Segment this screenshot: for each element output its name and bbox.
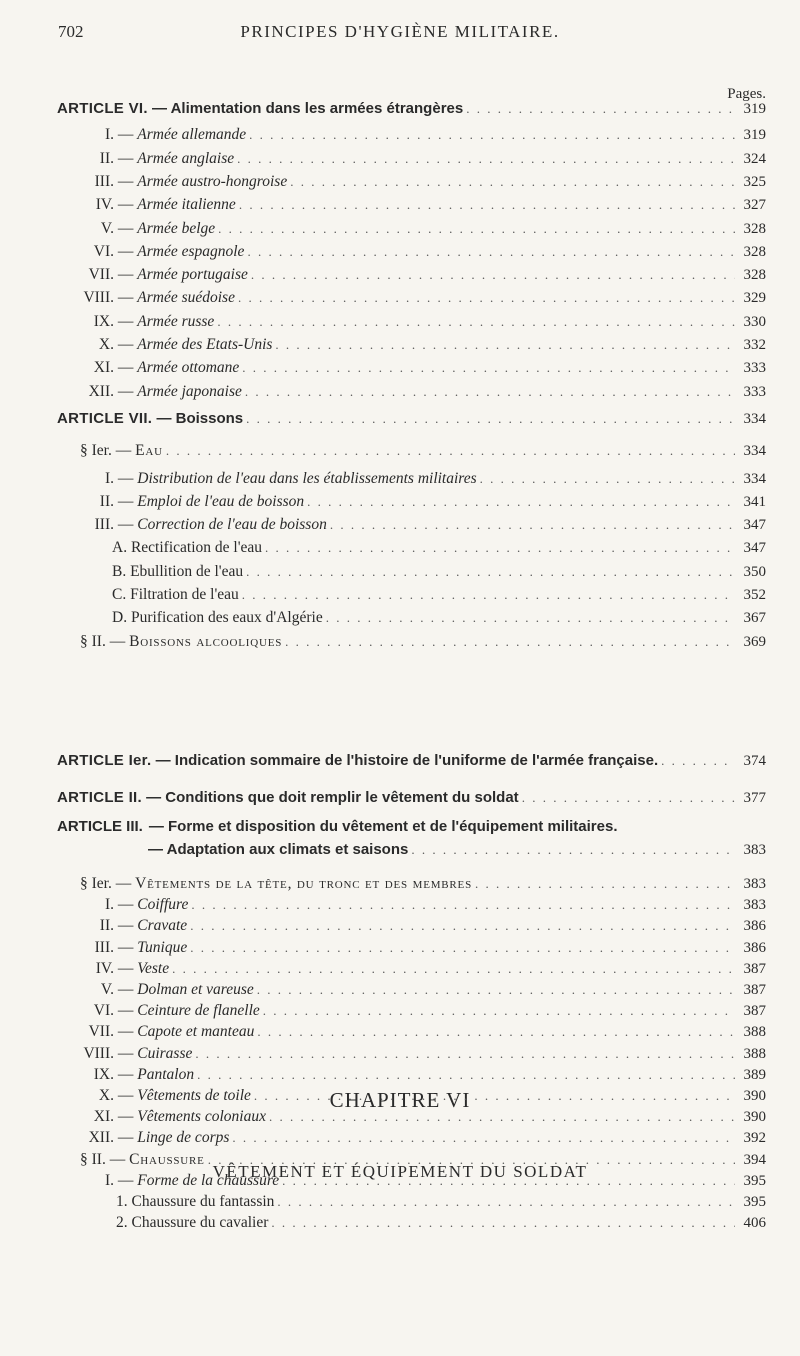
dot-leader [285, 634, 735, 650]
toc-entry-title: Chaussure du cavalier [131, 1214, 269, 1232]
toc-entry-title: Emploi de l'eau de boisson [137, 492, 305, 510]
chapter-title: CHAPITRE VI [329, 1088, 471, 1112]
toc-entry-number: A. [112, 539, 128, 557]
toc-entry [80, 383, 766, 405]
dot-leader [195, 1046, 735, 1062]
toc-entry-page: 333 [743, 360, 766, 377]
toc-entry-title: Distribution de l'eau dans les établissements militaires [137, 469, 477, 487]
toc-entry-label: XI. — Vêtements coloniaux [80, 1108, 266, 1126]
dot-leader [239, 197, 735, 213]
toc-entry-page: 347 [743, 517, 766, 534]
toc-entry-page: 334 [743, 470, 766, 487]
toc-entry-label: § Ier. — Vêtements de la tête, du tronc et des membres [80, 875, 472, 892]
toc-entry-page: 350 [743, 563, 766, 580]
toc-entry-number: I. [104, 896, 114, 914]
dot-leader [290, 174, 735, 190]
toc-entry [80, 960, 766, 982]
dot-leader [218, 221, 735, 237]
toc-entry [80, 1129, 766, 1151]
toc-entry-label: IV. — Armée italienne [80, 196, 236, 214]
toc-entry-page: 333 [743, 383, 766, 400]
dot-leader [269, 1109, 735, 1125]
dot-leader [246, 411, 735, 427]
toc-entry-number: XI. [93, 359, 114, 377]
dot-leader [242, 587, 735, 603]
toc-entry [80, 939, 766, 961]
toc-entry [80, 1045, 766, 1067]
dot-leader [217, 314, 735, 330]
toc-entry [116, 1214, 766, 1236]
toc-entry [80, 1002, 766, 1024]
toc-entry-label: I. — Distribution de l'eau dans les établissements militaires [80, 470, 477, 488]
toc-entry [80, 1087, 766, 1109]
chapter-subtitle: VÊTEMENT ET ÉQUIPEMENT DU SOLDAT [212, 1162, 588, 1181]
toc-entry-number: 1. [116, 1193, 128, 1210]
toc-entry [80, 1151, 766, 1173]
toc-entry-title: Vêtements de la tête, du tronc et des membres [135, 875, 472, 892]
toc-entry-page: 327 [743, 197, 766, 214]
toc-entry-title: Tunique [137, 938, 188, 956]
toc-entry [80, 173, 766, 195]
toc-entry-title: Armée espagnole [137, 242, 245, 260]
toc-entry-title: Armée allemande [137, 126, 247, 144]
dot-leader [263, 1003, 735, 1019]
toc-entry-number: VIII. [83, 289, 114, 307]
toc-entry-title: — Conditions que doit remplir le vêtement du soldat [146, 789, 519, 806]
dot-leader [522, 790, 735, 806]
toc-entry-page: 377 [743, 790, 766, 806]
toc-entry-number: I. [104, 469, 114, 487]
dot-leader [251, 267, 735, 283]
toc-entry-title: Filtration de l'eau [130, 586, 239, 603]
toc-entry-label: VI. — Armée espagnole [80, 243, 244, 261]
toc-entry [80, 1066, 766, 1088]
toc-entry-title: — Alimentation dans les armées étrangères [151, 100, 464, 117]
toc-entry [80, 470, 766, 492]
toc-entry-number: § Ier. [80, 442, 112, 460]
toc-entry-page: 332 [743, 337, 766, 353]
toc-entry-number: V. [100, 219, 114, 237]
toc-entry-number: ARTICLE VI. [57, 100, 148, 117]
dot-leader [257, 1024, 735, 1040]
toc-entry-page: 389 [743, 1066, 766, 1083]
toc-entry-number: IX. [93, 1065, 114, 1083]
toc-entry-title: Dolman et vareuse [137, 981, 254, 998]
toc-entry-number: II. [99, 149, 114, 167]
toc-entry-number: VI. [93, 1002, 114, 1020]
toc-entry [80, 1108, 766, 1130]
toc-entry-title: Veste [137, 959, 170, 977]
toc-entry [80, 266, 766, 288]
toc-entry-page: 328 [743, 243, 766, 260]
dot-leader [172, 961, 735, 977]
toc-entry-label: III. — Armée austro-hongroise [80, 173, 287, 191]
toc-entry-title: Armée italienne [137, 196, 236, 214]
dot-leader [238, 290, 735, 306]
toc-entry-page: 334 [743, 443, 766, 460]
dot-leader [307, 494, 735, 510]
toc-entry-page: 334 [743, 410, 766, 427]
toc-entry-page: 388 [743, 1024, 766, 1041]
toc-entry-label [112, 609, 323, 627]
toc-entry-page: 395 [743, 1172, 766, 1189]
toc-entry [112, 586, 766, 608]
dot-leader [191, 897, 735, 913]
toc-entry-label: I. — Forme de la chaussure [80, 1172, 279, 1190]
toc-entry-title: Armée anglaise [137, 149, 235, 167]
toc-entry-number: XII. [88, 1129, 114, 1147]
toc-entry-label [57, 752, 658, 769]
toc-entry-number: 2. [116, 1214, 128, 1232]
toc-entry-title: Ceinture de flanelle [137, 1002, 260, 1020]
dot-leader [166, 443, 735, 459]
pages-column-label: Pages. [727, 86, 766, 102]
toc-entry-number: ARTICLE VII. [57, 409, 153, 427]
toc-entry [80, 313, 766, 335]
toc-entry-number: B. [112, 562, 127, 580]
toc-entry-label: VI. — Ceinture de flanelle [80, 1002, 260, 1020]
toc-entry-page: 325 [743, 173, 766, 190]
toc-entry-label: III. — Correction de l'eau de boisson [80, 516, 327, 534]
toc-entry [57, 789, 766, 811]
toc-entry-title: Chaussure [129, 1150, 205, 1168]
toc-entry-label: IX. — Pantalon [80, 1066, 194, 1084]
dot-leader [208, 1152, 735, 1168]
toc-entry-page: 383 [743, 897, 766, 914]
dot-leader [249, 127, 735, 143]
toc-entry-number: X. [98, 336, 114, 353]
toc-entry-page: 387 [743, 982, 766, 998]
toc-entry [80, 493, 766, 515]
toc-entry-label [112, 539, 262, 557]
toc-entry-page: 395 [743, 1194, 766, 1210]
toc-entry-page: 369 [743, 633, 766, 650]
toc-entry-page: 319 [743, 127, 766, 144]
toc-entry [80, 896, 766, 918]
toc-entry-number: IX. [93, 312, 114, 330]
toc-entry [80, 359, 766, 381]
toc-entry-label [112, 563, 243, 581]
toc-entry [80, 196, 766, 218]
toc-entry [80, 633, 766, 655]
toc-entry-number: IV. [95, 196, 114, 214]
toc-entry-number: III. [94, 516, 114, 534]
toc-entry-label: — Adaptation aux climats et saisons [148, 841, 409, 858]
toc-entry-label: II. — Cravate [80, 917, 187, 935]
toc-entry-title: Linge de corps [137, 1129, 230, 1147]
toc-entry-title: Capote et manteau [137, 1023, 255, 1041]
running-title: PRINCIPES D'HYGIÈNE MILITAIRE. [240, 22, 560, 41]
dot-leader [271, 1215, 735, 1231]
toc-entry [80, 336, 766, 358]
toc-entry-number: C. [112, 586, 127, 603]
toc-entry [80, 516, 766, 538]
dot-leader [245, 384, 735, 400]
dot-leader [190, 918, 735, 934]
toc-entry [80, 289, 766, 311]
toc-entry-number: § II. [80, 1150, 106, 1168]
toc-entry-title: Eau [135, 442, 163, 460]
toc-entry-label: XII. — Linge de corps [80, 1129, 229, 1147]
toc-entry-page: 390 [743, 1088, 766, 1104]
toc-entry-page: 347 [743, 540, 766, 557]
toc-entry-label: IX. — Armée russe [80, 313, 214, 331]
toc-entry-page: 394 [743, 1151, 766, 1168]
toc-entry-label: X. — Vêtements de toile [80, 1087, 251, 1105]
toc-entry-label [116, 1193, 274, 1211]
toc-entry-title: — Indication sommaire de l'histoire de l'uniforme de l'armée française. [155, 752, 659, 769]
toc-entry-title: Vêtements de toile [137, 1087, 251, 1104]
toc-entry-label: VII. — Capote et manteau [80, 1023, 254, 1041]
toc-entry-label: XII. — Armée japonaise [80, 383, 242, 401]
toc-entry-title: Purification des eaux d'Algérie [130, 609, 323, 627]
toc-entry-number: ARTICLE Ier. [57, 752, 152, 769]
toc-entry-page: 328 [743, 267, 766, 284]
toc-entry-page: 390 [743, 1109, 766, 1126]
toc-entry-title: Forme de la chaussure [137, 1171, 280, 1189]
dot-leader [197, 1067, 735, 1083]
toc-entry-label: X. — Armée des Etats-Unis [80, 336, 272, 354]
toc-entry [80, 1023, 766, 1045]
toc-entry [57, 100, 766, 122]
toc-entry-number: IV. [95, 959, 114, 977]
toc-entry-label [116, 1214, 268, 1232]
toc-entry-number: III. [94, 938, 114, 956]
toc-entry-title: Ebullition de l'eau [130, 562, 244, 580]
toc-entry-title: Armée suédoise [137, 289, 235, 307]
toc-entry-label: § II. — Boissons alcooliques [80, 632, 283, 650]
dot-leader [246, 564, 735, 580]
toc-entry [116, 1193, 766, 1215]
toc-entry [80, 126, 766, 148]
toc-entry-page: 341 [743, 493, 766, 510]
toc-entry-page: 392 [743, 1130, 766, 1147]
toc-entry-title: Armée japonaise [137, 382, 242, 400]
toc-entry-page: 374 [743, 753, 766, 769]
toc-entry-title: Cravate [137, 917, 188, 935]
toc-entry-page: 319 [743, 101, 766, 117]
dot-leader [466, 101, 735, 117]
toc-entry-page: 383 [743, 876, 766, 892]
toc-entry-page: 388 [743, 1045, 766, 1062]
toc-entry-label: VIII. — Cuirasse [80, 1045, 192, 1063]
toc-entry-title: Armée belge [137, 219, 216, 237]
toc-entry-label: I. — Coiffure [80, 896, 188, 914]
toc-entry-title: Armée des Etats-Unis [137, 336, 273, 353]
toc-entry-label: IV. — Veste [80, 960, 169, 978]
toc-entry-number: II. [99, 917, 114, 935]
toc-entry-label [57, 100, 463, 117]
toc-entry-label: II. — Emploi de l'eau de boisson [80, 493, 304, 511]
dot-leader [326, 610, 735, 626]
toc-entry-number: X. [98, 1087, 114, 1104]
dot-leader [257, 982, 735, 998]
toc-entry-title: Correction de l'eau de boisson [137, 516, 327, 534]
toc-entry [80, 875, 766, 897]
toc-entry [80, 150, 766, 172]
toc-entry [112, 563, 766, 585]
toc-entry-label: VIII. — Armée suédoise [80, 289, 235, 307]
dot-leader [232, 1130, 735, 1146]
dot-leader [661, 753, 735, 769]
toc-entry-number: VII. [88, 266, 114, 284]
toc-entry [57, 410, 766, 432]
toc-entry-title: Armée portugaise [137, 266, 248, 284]
toc-entry-label: III. — Tunique [80, 939, 187, 957]
toc-entry-page: 387 [743, 1003, 766, 1020]
toc-entry-page: 330 [743, 313, 766, 330]
toc-entry-page: 367 [743, 610, 766, 627]
toc-entry-label: § Ier. — Eau [80, 442, 163, 460]
dot-leader [282, 1173, 735, 1189]
dot-leader [411, 842, 735, 858]
toc-entry [148, 841, 766, 863]
toc-entry-number: XII. [88, 382, 114, 400]
toc-entry-page: 383 [743, 842, 766, 858]
dot-leader [475, 876, 735, 892]
toc-entry-title: Vêtements coloniaux [137, 1108, 266, 1126]
toc-entry-page: 324 [743, 150, 766, 167]
dot-leader [275, 337, 735, 353]
toc-entry-label: I. — Armée allemande [80, 126, 246, 144]
toc-article-line: ARTICLE III. — Forme et disposition du vêtement et de l'équipement militaires. [57, 818, 618, 835]
page-header [0, 22, 800, 52]
toc-entry-page: 352 [743, 587, 766, 603]
toc-entry-label: XI. — Armée ottomane [80, 359, 239, 377]
toc-entry [80, 243, 766, 265]
toc-entry-label [112, 586, 239, 604]
toc-entry-page: 328 [743, 220, 766, 237]
toc-entry [80, 1172, 766, 1194]
toc-entry [80, 917, 766, 939]
toc-entry-number: I. [104, 1171, 114, 1189]
toc-entry-label [57, 789, 519, 806]
toc-entry-page: 387 [743, 960, 766, 977]
toc-entry-label [57, 410, 243, 427]
toc-entry [80, 981, 766, 1003]
dot-leader [254, 1088, 735, 1104]
dot-leader [247, 244, 735, 260]
dot-leader [242, 360, 735, 376]
toc-entry-number: ARTICLE II. [57, 789, 142, 806]
page-number: 702 [58, 22, 84, 41]
toc-entry-number: § Ier. [80, 875, 112, 892]
toc-entry-label: V. — Armée belge [80, 220, 215, 238]
toc-entry-label: § II. — Chaussure [80, 1150, 205, 1168]
toc-entry-number: D. [112, 609, 128, 627]
toc-entry [112, 539, 766, 561]
dot-leader [190, 940, 735, 956]
toc-entry-number: VI. [93, 242, 114, 260]
toc-entry-title: Armée russe [137, 312, 215, 330]
toc-entry-title: Rectification de l'eau [130, 539, 262, 557]
toc-entry-label: VII. — Armée portugaise [80, 266, 248, 284]
toc-entry-title: Coiffure [137, 896, 189, 914]
toc-entry-number: III. [94, 172, 114, 190]
toc-entry-page: 386 [743, 918, 766, 935]
toc-entry-page: 406 [743, 1215, 766, 1232]
toc-entry [80, 220, 766, 242]
toc-entry-label: II. — Armée anglaise [80, 150, 234, 168]
toc-entry-number: VII. [88, 1023, 114, 1041]
toc-entry-title: Armée ottomane [137, 359, 240, 377]
dot-leader [265, 540, 735, 556]
toc-entry [80, 442, 766, 464]
toc-entry-number: II. [99, 492, 114, 510]
toc-entry-title: — Boissons [156, 409, 244, 427]
toc-entry-number: I. [104, 126, 114, 144]
toc-entry-number: V. [100, 981, 114, 998]
toc-entry-title: Boissons alcooliques [129, 632, 283, 650]
toc-entry [57, 752, 766, 774]
toc-entry [112, 609, 766, 631]
toc-entry-number: XI. [93, 1108, 114, 1126]
toc-entry-title: Chaussure du fantassin [131, 1193, 275, 1210]
toc-entry-title: Cuirasse [137, 1044, 193, 1062]
toc-entry-page: 329 [743, 290, 766, 307]
dot-leader [277, 1194, 735, 1210]
dot-leader [237, 151, 735, 167]
dot-leader [480, 471, 735, 487]
toc-entry-title: Pantalon [137, 1065, 195, 1083]
toc-entry-number: § II. [80, 632, 106, 650]
toc-entry-title: Armée austro-hongroise [137, 172, 288, 190]
dot-leader [330, 517, 735, 533]
toc-entry-number: VIII. [83, 1044, 114, 1062]
toc-entry-page: 386 [743, 939, 766, 956]
toc-entry-label: V. — Dolman et vareuse [80, 981, 254, 999]
